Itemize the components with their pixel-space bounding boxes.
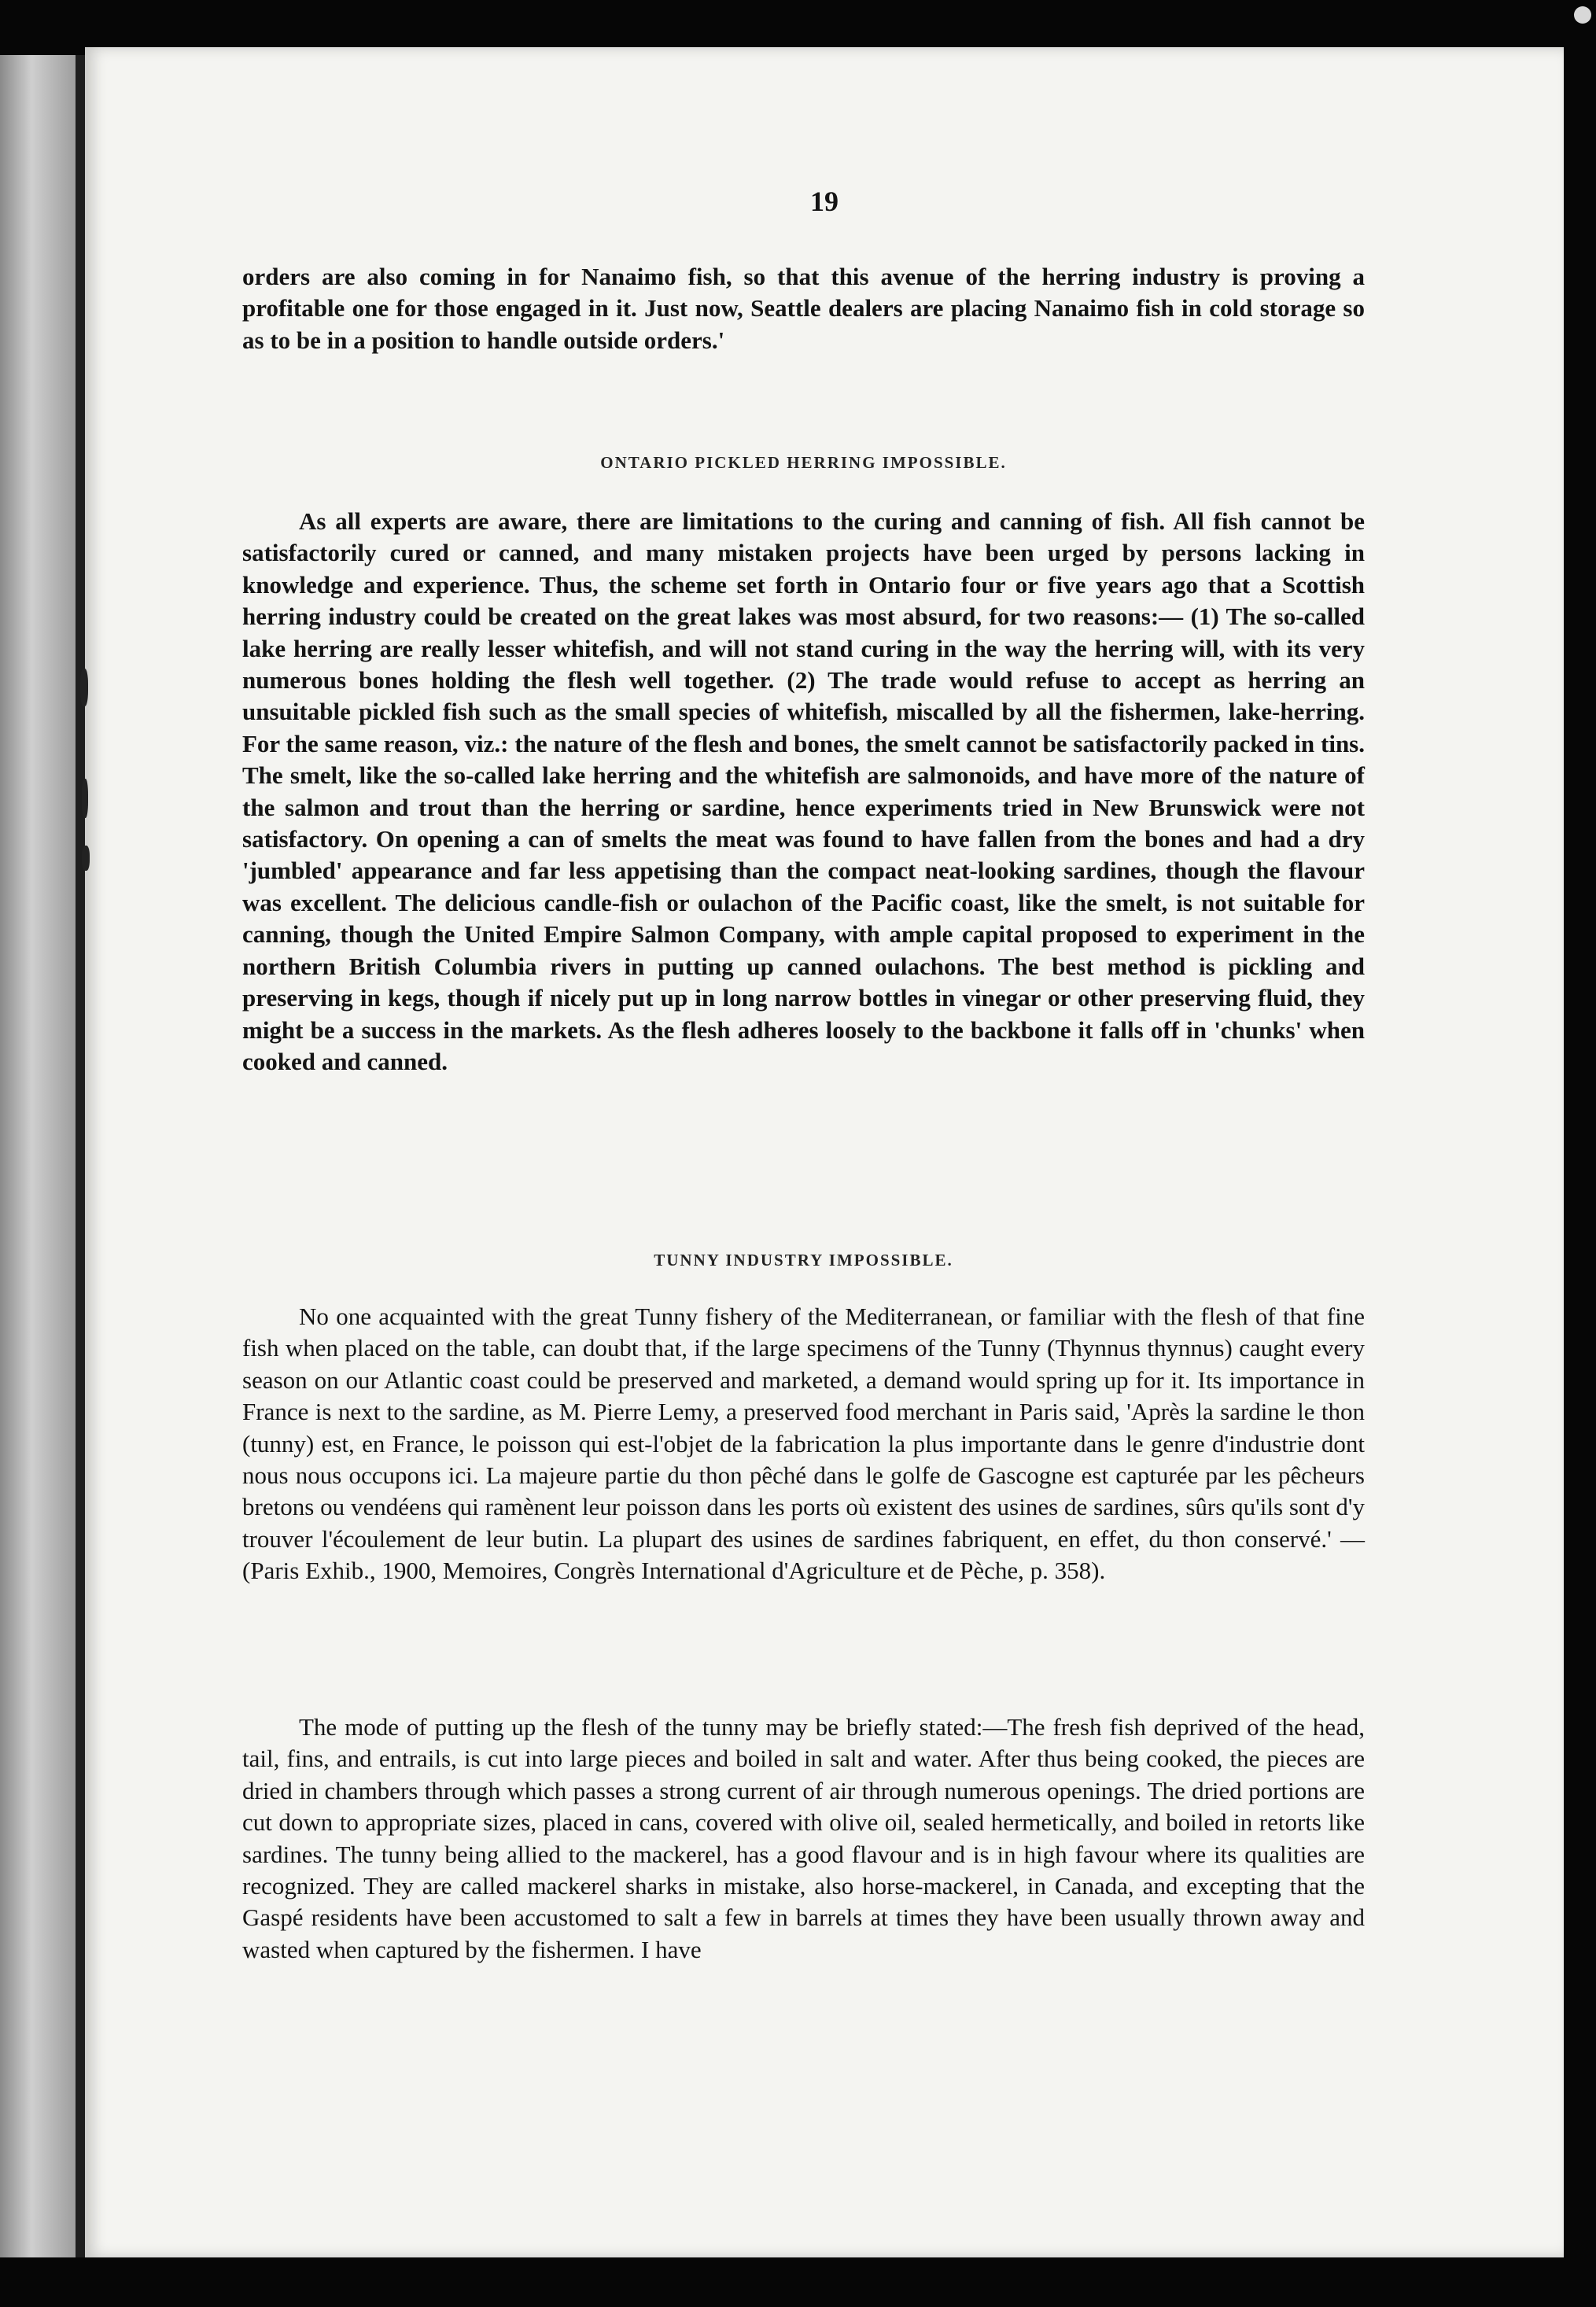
margin-ink-mark: [82, 846, 90, 871]
corner-mark: [1574, 6, 1591, 24]
page-number: 19: [810, 186, 839, 217]
paragraph-tunny-method: The mode of putting up the flesh of the tunny may be briefly stated:—The fresh fish deprived of the head, tail, fins, and entrails, is cut into large pieces and boiled in salt and water. After thus being cooked, the pieces are dried in chambers through which passes a strong current of air through numerous openings. The dried portions are cut down to appropriate sizes, placed in cans, covered with olive oil, sealed hermetically, and boiled in retorts like sardines. The tunny being allied to the mackerel, has a good flavour and is in high favour where its qualities are recognized. They are called mackerel sharks in mistake, also horse-mackerel, in Canada, and excepting that the Gaspé residents have been accustomed to salt a few in barrels at times they have been usually thrown away and wasted when captured by the fishermen. I have: [242, 1713, 1365, 1963]
left-page-edge: [0, 55, 79, 2257]
margin-ink-mark: [82, 779, 88, 818]
section-heading: ONTARIO PICKLED HERRING IMPOSSIBLE.: [600, 453, 1007, 472]
page: [85, 47, 1564, 2257]
margin-ink-mark: [80, 669, 88, 706]
section-heading: TUNNY INDUSTRY IMPOSSIBLE.: [654, 1251, 953, 1270]
paragraph-continuation: orders are also coming in for Nanaimo fish, so that this avenue of the herring industry is proving a profitable one for those engaged in it. Just now, Seattle dealers are placing Nanaimo fish in cold storage so as to be in a position to handle outside orders.': [242, 263, 1365, 354]
paragraph-tunny: No one acquainted with the great Tunny fishery of the Mediterranean, or familiar with the flesh of that fine fish when placed on the table, can doubt that, if the large specimens of the Tunny (Thynnus thynnus) caught every season on our Atlantic coast could be preserved and marketed, a demand would spring up for it. Its importance in France is next to the sardine, as M. Pierre Lemy, a preserved food merchant in Paris said, 'Après la sardine le thon (tunny) est, en France, le poisson qui est-l'objet de la fabrication la plus importante dans le genre d'industrie dont nous nous occupons ici. La majeure partie du thon pêché dans le golfe de Gascogne est capturée par les pêcheurs bretons ou vendéens qui ramènent leur poisson dans les ports où existent des usines de sardines, sûrs qu'ils sont d'y trouver l'écoulement de leur butin. La plupart des usines de sardines fabriquent, en effet, du thon conservé.' —(Paris Exhib., 1900, Memoires, Congrès International d'Agriculture et de Pèche, p. 358).: [242, 1303, 1365, 1585]
paragraph-ontario: As all experts are aware, there are limitations to the curing and canning of fish. All fish cannot be satisfactorily cured or canned, and many mistaken projects have been urged by persons lacking in knowledge and experience. Thus, the scheme set forth in Ontario four or five years ago that a Scottish herring industry could be created on the great lakes was most absurd, for two reasons:— (1) The so-called lake herring are really lesser whitefish, and will not stand curing in the way the herring will, with its very numerous bones holding the flesh well together. (2) The trade would refuse to accept as herring an unsuitable pickled fish such as the small species of whitefish, miscalled by all the fishermen, lake-herring. For the same reason, viz.: the nature of the flesh and bones, the smelt cannot be satisfactorily packed in tins. The smelt, like the so-called lake herring and the whitefish are salmonoids, and have more of the nature of the salmon and trout than the herring or sardine, hence experiments tried in New Brunswick were not satisfactory. On opening a can of smelts the meat was found to have fallen from the bones and had a dry 'jumbled' appearance and far less appetising than the compact neat-looking sardines, though the flavour was excellent. The delicious candle-fish or oulachon of the Pacific coast, like the smelt, is not suitable for canning, though the United Empire Salmon Company, with ample capital proposed to experiment in the northern British Columbia rivers in putting up canned oulachons. The best method is pickling and preserving in kegs, though if nicely put up in long narrow bottles in vinegar or other preserving fluid, they might be a success in the markets. As the flesh adheres loosely to the backbone it falls off in 'chunks' when cooked and canned.: [242, 507, 1365, 1075]
